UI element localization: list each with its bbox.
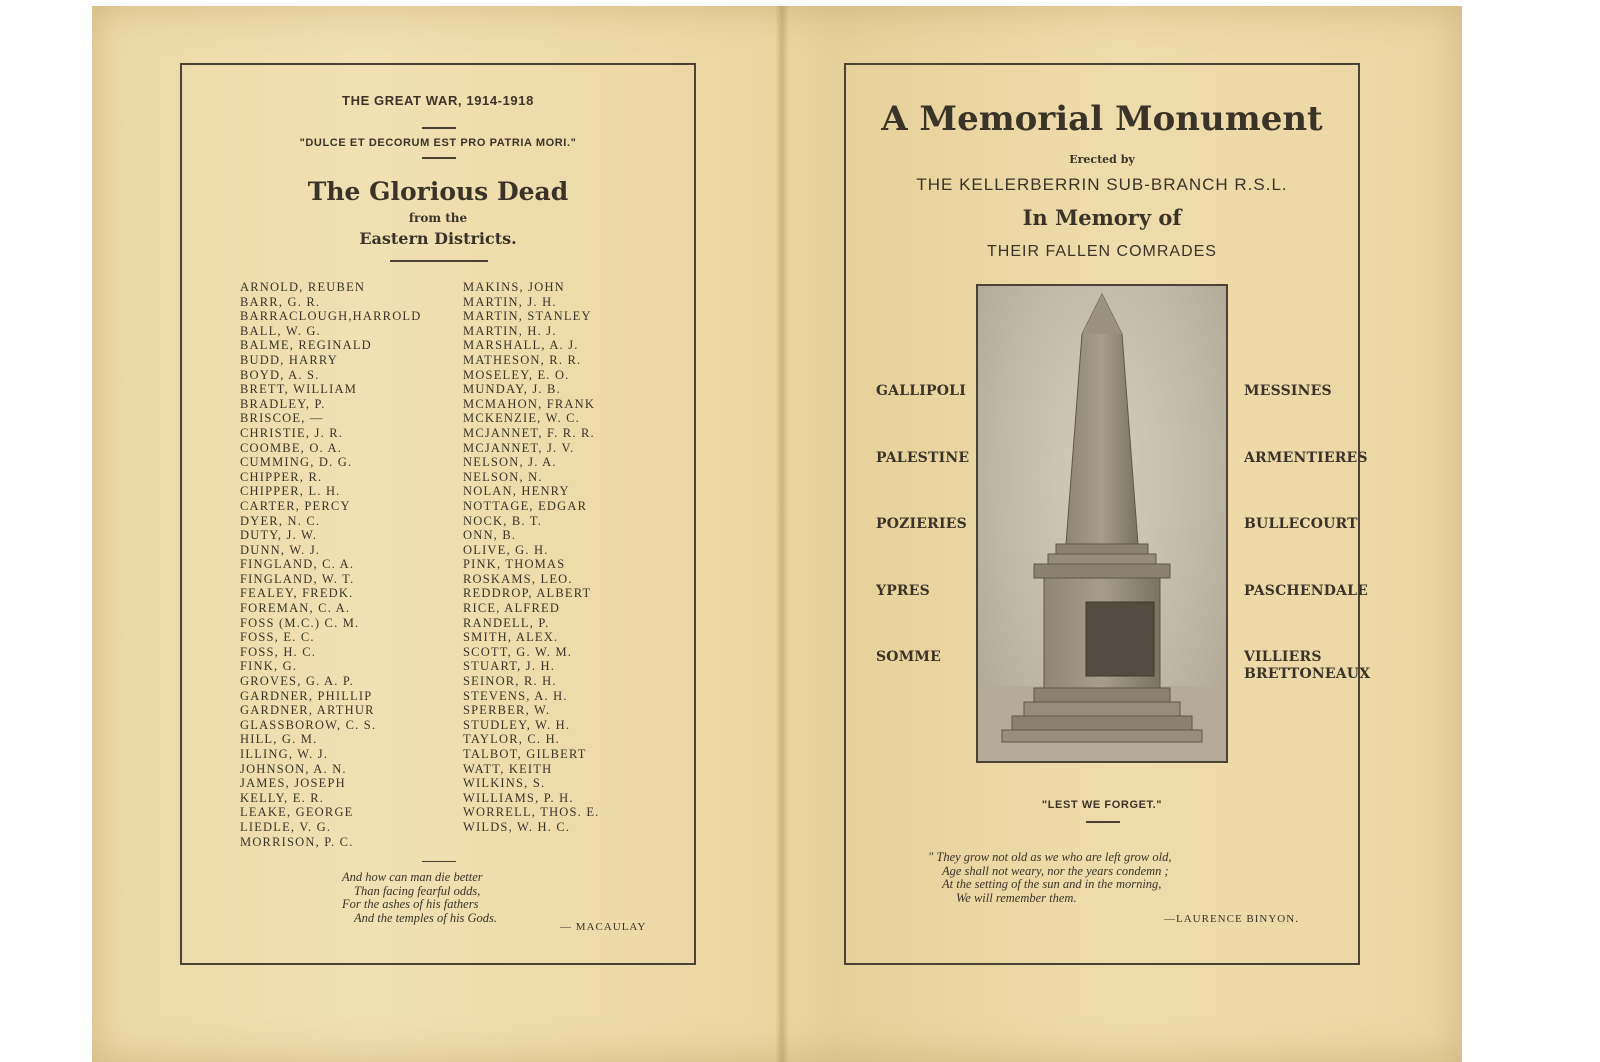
name-entry: BRISCOE, —: [240, 411, 324, 426]
name-entry: FINGLAND, C. A.: [240, 557, 355, 572]
divider: [390, 260, 488, 262]
lest-we-forget: "LEST WE FORGET.": [1041, 799, 1163, 811]
name-entry: BALL, W. G.: [240, 323, 321, 338]
name-entry: OLIVE, G. H.: [463, 542, 549, 557]
name-entry: BARRACLOUGH,HARROLD: [240, 309, 422, 324]
name-entry: CUMMING, D. G.: [240, 455, 353, 470]
name-entry: MUNDAY, J. B.: [463, 382, 561, 397]
name-entry: GARDNER, ARTHUR: [240, 703, 375, 718]
name-entry: MCMAHON, FRANK: [463, 396, 596, 411]
name-entry: DUTY, J. W.: [240, 528, 318, 543]
center-fold: [775, 6, 789, 1062]
obelisk-illustration: [978, 286, 1226, 761]
divider: [1086, 821, 1120, 823]
poem-line: And how can man die better: [342, 870, 483, 884]
name-entry: GROVES, G. A. P.: [240, 674, 355, 689]
name-entry: MARTIN, J. H.: [463, 294, 557, 309]
name-entry: TAYLOR, C. H.: [463, 732, 561, 747]
binyon-verse: [928, 851, 1171, 905]
battle-name: PASCHENDALE: [1244, 582, 1369, 599]
war-heading: THE GREAT WAR, 1914-1918: [342, 93, 534, 108]
name-entry: MARTIN, STANLEY: [463, 309, 592, 324]
name-entry: MAKINS, JOHN: [463, 280, 565, 294]
name-entry: MARSHALL, A. J.: [463, 338, 579, 353]
subtitle-from: from the: [408, 211, 468, 225]
name-entry: STUART, J. H.: [463, 659, 556, 674]
battle-name: YPRES: [876, 582, 930, 599]
name-entry: GARDNER, PHILLIP: [240, 688, 373, 703]
battle-name: BRETTONEAUX: [1244, 666, 1371, 682]
memorial-title: A Memorial Monument: [881, 99, 1323, 139]
name-entry: ARNOLD, REUBEN: [240, 280, 366, 294]
name-entry: FINGLAND, W. T.: [240, 571, 355, 586]
monument-photo: [976, 284, 1228, 763]
name-entry: DYER, N. C.: [240, 513, 321, 528]
names-column-1: [240, 280, 422, 849]
name-entry: GLASSBOROW, C. S.: [240, 717, 377, 732]
name-entry: CHRISTIE, J. R.: [240, 425, 344, 440]
name-entry: MORRISON, P. C.: [240, 834, 354, 849]
in-memory-of: In Memory of: [1022, 205, 1182, 230]
name-entry: STUDLEY, W. H.: [463, 717, 571, 732]
battle-name: PALESTINE: [876, 449, 970, 466]
name-entry: SMITH, ALEX.: [463, 630, 559, 645]
name-entry: NELSON, J. A.: [463, 455, 557, 470]
latin-motto: "DULCE ET DECORUM EST PRO PATRIA MORI.": [299, 137, 577, 149]
battle-name: POZIERIES: [876, 516, 967, 532]
battle-name: BULLECOURT: [1244, 516, 1358, 532]
name-entry: FEALEY, FREDK.: [240, 586, 354, 601]
name-entry: CHIPPER, R.: [240, 469, 323, 484]
names-column-2: [463, 280, 599, 835]
name-entry: TALBOT, GILBERT: [463, 747, 587, 761]
name-entry: SCOTT, G. W. M.: [463, 644, 573, 659]
divider: [422, 127, 456, 129]
name-entry: WATT, KEITH: [463, 761, 553, 776]
battle-name: MESSINES: [1244, 383, 1332, 399]
name-entry: WILLIAMS, P. H.: [463, 790, 574, 805]
name-entry: ONN, B.: [463, 528, 517, 543]
macaulay-poem: [342, 871, 497, 925]
name-entry: BUDD, HARRY: [240, 352, 338, 367]
name-entry: COOMBE, O. A.: [240, 440, 343, 455]
poem-line: And the temples of his Gods.: [354, 910, 498, 925]
name-entry: WILDS, W. H. C.: [463, 819, 571, 834]
name-entry: MOSELEY, E. O.: [463, 367, 570, 382]
poem-line: Than facing fearful odds,: [354, 883, 481, 898]
name-entry: CARTER, PERCY: [240, 498, 351, 513]
name-entry: DUNN, W. J.: [240, 542, 321, 557]
name-entry: NOLAN, HENRY: [463, 484, 570, 499]
verse-line: " They grow not old as we who are left grow old,: [928, 850, 1172, 864]
battle-name: GALLIPOLI: [876, 383, 966, 399]
name-entry: SEINOR, R. H.: [463, 674, 557, 689]
divider: [422, 861, 456, 862]
poem-line: For the ashes of his fathers: [342, 897, 479, 911]
name-entry: MCJANNET, J. V.: [463, 440, 575, 455]
name-entry: BRADLEY, P.: [240, 396, 326, 411]
name-entry: LEAKE, GEORGE: [240, 805, 354, 820]
name-entry: KELLY, E. R.: [240, 790, 325, 805]
verse-line: We will remember them.: [956, 890, 1077, 905]
name-entry: BOYD, A. S.: [240, 367, 320, 382]
name-entry: BALME, REGINALD: [240, 338, 372, 353]
left-page-panel: [180, 63, 696, 965]
battle-name: ARMENTIERES: [1244, 449, 1368, 466]
poem-author: — MACAULAY: [560, 921, 647, 933]
name-entry: MATHESON, R. R.: [463, 352, 582, 367]
name-entry: NOTTAGE, EDGAR: [463, 498, 588, 513]
divider: [422, 157, 456, 159]
verse-author: —LAURENCE BINYON.: [1164, 913, 1299, 925]
fallen-comrades: THEIR FALLEN COMRADES: [987, 243, 1217, 260]
booklet-spread: [92, 6, 1462, 1062]
name-entry: JAMES, JOSEPH: [240, 776, 346, 791]
name-entry: LIEDLE, V. G.: [240, 819, 332, 834]
verse-line: At the setting of the sun and in the morning,: [942, 877, 1162, 891]
erected-by: Erected by: [1069, 153, 1135, 166]
name-entry: REDDROP, ALBERT: [463, 586, 592, 601]
name-entry: BRETT, WILLIAM: [240, 382, 358, 397]
glorious-dead-title: The Glorious Dead: [307, 177, 569, 206]
name-entry: ILLING, W. J.: [240, 747, 329, 761]
name-entry: ROSKAMS, LEO.: [463, 571, 573, 586]
name-entry: RANDELL, P.: [463, 615, 550, 630]
name-entry: SPERBER, W.: [463, 703, 551, 718]
name-entry: NOCK, B. T.: [463, 513, 543, 528]
name-entry: MCKENZIE, W. C.: [463, 411, 580, 426]
name-entry: NELSON, N.: [463, 469, 543, 484]
name-entry: HILL, G. M.: [240, 732, 318, 747]
name-entry: FOREMAN, C. A.: [240, 601, 351, 616]
name-entry: FOSS (M.C.) C. M.: [240, 615, 360, 630]
organisation-name: THE KELLERBERRIN SUB-BRANCH R.S.L.: [916, 175, 1288, 194]
name-entry: MCJANNET, F. R. R.: [463, 425, 595, 440]
name-entry: BARR, G. R.: [240, 294, 321, 309]
name-entry: PINK, THOMAS: [463, 557, 566, 572]
battle-name: SOMME: [876, 649, 941, 665]
name-entry: WORRELL, THOS. E.: [463, 805, 600, 820]
name-entry: MARTIN, H. J.: [463, 323, 557, 338]
name-entry: FOSS, E. C.: [240, 630, 315, 645]
name-entry: FINK, G.: [240, 659, 298, 674]
name-entry: CHIPPER, L. H.: [240, 484, 341, 499]
verse-line: Age shall not weary, nor the years condemn ;: [942, 863, 1169, 878]
right-page-panel: [844, 63, 1371, 965]
name-entry: FOSS, H. C.: [240, 644, 317, 659]
name-entry: JOHNSON, A. N.: [240, 761, 347, 776]
name-entry: RICE, ALFRED: [463, 601, 561, 616]
name-entry: STEVENS, A. H.: [463, 688, 568, 703]
subtitle-districts: Eastern Districts.: [359, 229, 517, 248]
name-entry: WILKINS, S.: [463, 776, 546, 791]
battle-name: VILLIERS: [1244, 649, 1322, 665]
